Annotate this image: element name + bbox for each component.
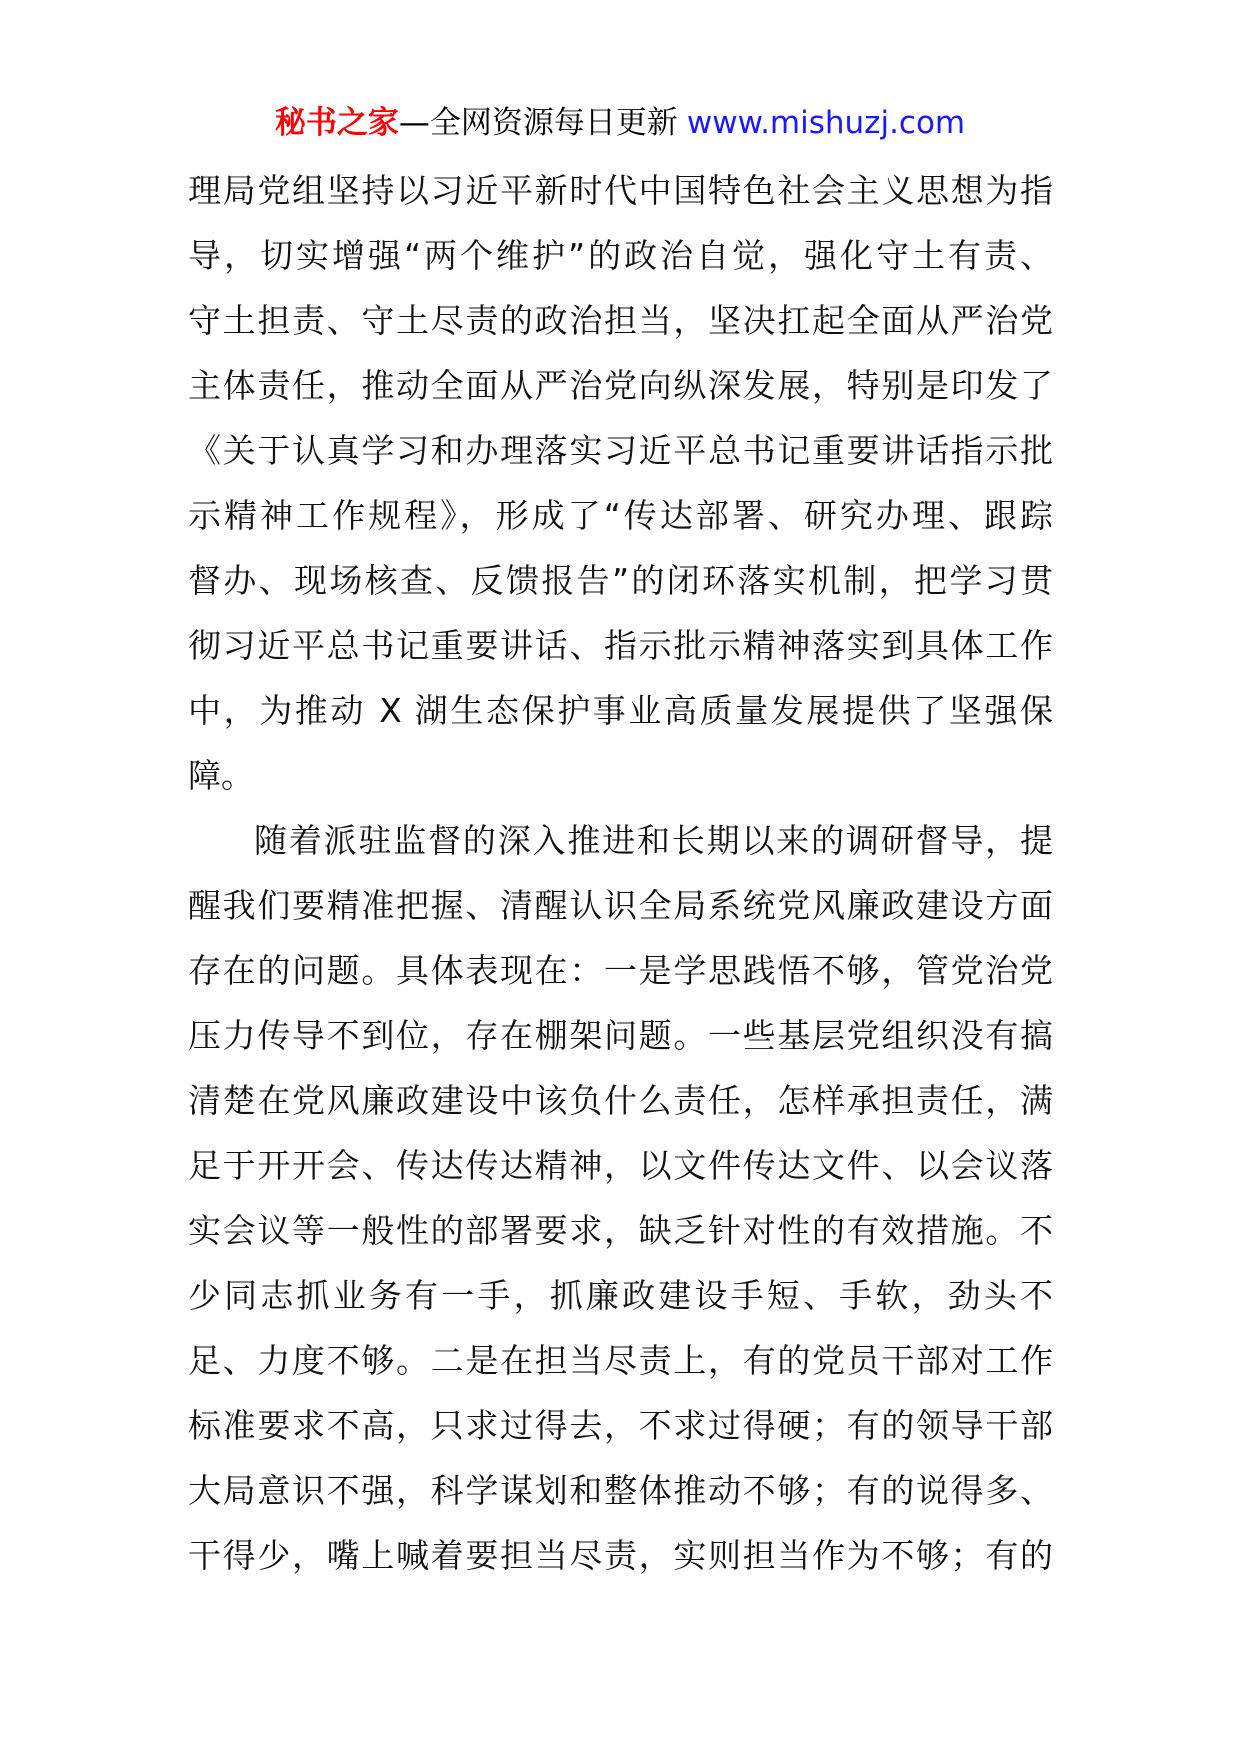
text-line: 障。 bbox=[188, 756, 254, 795]
text-line: 足、力度不够。二是在担当尽责上，有的党员干部对工作 bbox=[188, 1341, 1053, 1380]
text-line: 守土担责、守土尽责的政治担当，坚决扛起全面从严治党 bbox=[188, 301, 1053, 340]
text-line: 醒我们要精准把握、清醒认识全局系统党风廉政建设方面 bbox=[188, 886, 1053, 925]
text-line: 少同志抓业务有一手，抓廉政建设手短、手软，劲头不 bbox=[188, 1276, 1053, 1315]
header-tagline: —全网资源每日更新 bbox=[398, 105, 678, 141]
text-line: 彻习近平总书记重要讲话、指示批示精神落实到具体工作 bbox=[188, 626, 1053, 665]
text-line: 示精神工作规程》，形成了“传达部署、研究办理、跟踪 bbox=[188, 496, 1053, 535]
text-line: 大局意识不强，科学谋划和整体推动不够；有的说得多、 bbox=[188, 1471, 1053, 1510]
text-line: 实会议等一般性的部署要求，缺乏针对性的有效措施。不 bbox=[188, 1211, 1053, 1250]
text-line: 理局党组坚持以习近平新时代中国特色社会主义思想为指 bbox=[188, 171, 1053, 210]
text-line: 压力传导不到位，存在棚架问题。一些基层党组织没有搞 bbox=[188, 1016, 1053, 1055]
text-line: 督办、现场核查、反馈报告”的闭环落实机制，把学习贯 bbox=[188, 561, 1053, 600]
paragraph-1 bbox=[188, 158, 1053, 808]
paragraph-2 bbox=[188, 808, 1053, 1588]
text-line: 导，切实增强“两个维护”的政治自觉，强化守土有责、 bbox=[188, 236, 1053, 275]
header-brand: 秘书之家 bbox=[274, 105, 399, 141]
text-line: 存在的问题。具体表现在：一是学思践悟不够，管党治党 bbox=[188, 951, 1053, 990]
text-line: 标准要求不高，只求过得去，不求过得硬；有的领导干部 bbox=[188, 1406, 1053, 1445]
page-header bbox=[0, 103, 1240, 143]
document-body bbox=[188, 158, 1053, 1588]
text-line: 干得少，嘴上喊着要担当尽责，实则担当作为不够；有的 bbox=[188, 1536, 1053, 1575]
text-line: 清楚在党风廉政建设中该负什么责任，怎样承担责任，满 bbox=[188, 1081, 1053, 1120]
text-line: 足于开开会、传达传达精神，以文件传达文件、以会议落 bbox=[188, 1146, 1053, 1185]
header-url: www.mishuzj.com bbox=[686, 105, 966, 141]
text-line: 主体责任，推动全面从严治党向纵深发展，特别是印发了 bbox=[188, 366, 1053, 405]
text-line: 中，为推动 X 湖生态保护事业高质量发展提供了坚强保 bbox=[188, 691, 1053, 730]
text-line: 《关于认真学习和办理落实习近平总书记重要讲话指示批 bbox=[188, 431, 1053, 470]
text-line: 随着派驻监督的深入推进和长期以来的调研督导，提 bbox=[254, 821, 1053, 860]
